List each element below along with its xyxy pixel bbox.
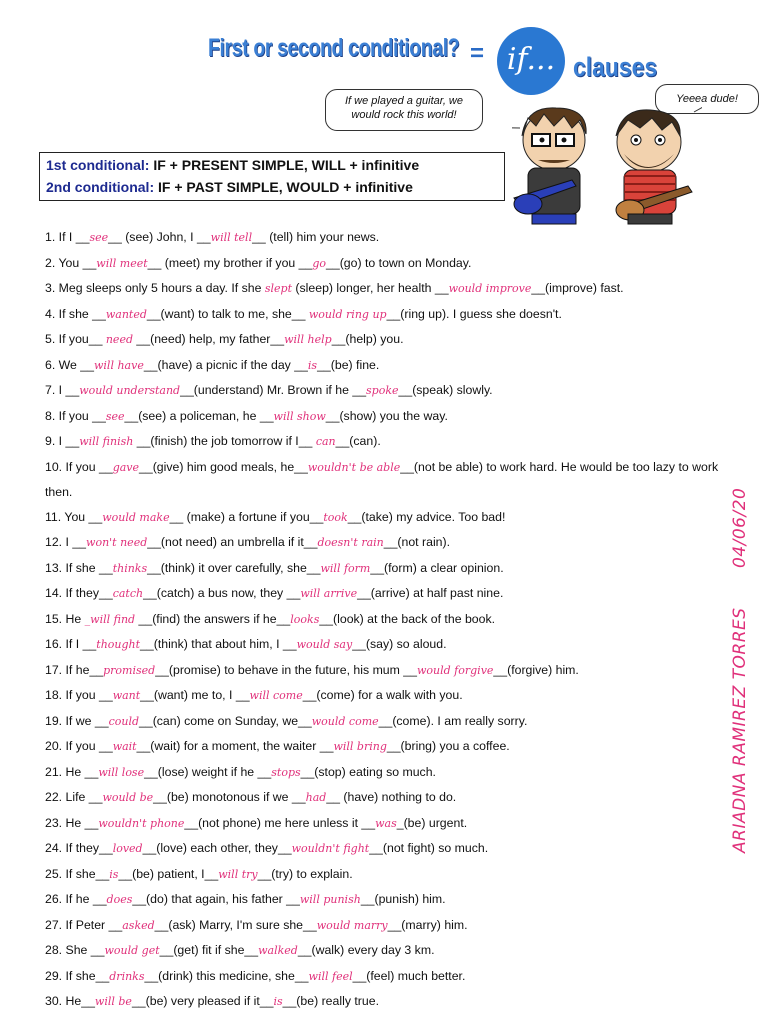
- handwritten-answer: thinks: [112, 561, 148, 575]
- exercise-text: __(love) each other, they__: [142, 841, 292, 855]
- exercise-text: __(arrive) at half past nine.: [357, 586, 504, 600]
- handwritten-answer: wouldn't fight: [291, 842, 370, 855]
- exercise-item: [45, 607, 735, 633]
- exercise-text: __(try) to explain.: [257, 866, 353, 881]
- handwritten-answer: would get: [104, 944, 160, 957]
- exercise-text: 8. If you __: [45, 408, 106, 423]
- exercise-item: [45, 378, 735, 404]
- exercise-text: __(walk) every day 3 km.: [297, 943, 435, 957]
- handwritten-date: 04/06/20: [730, 487, 750, 568]
- exercise-text: __(not fight) so much.: [369, 841, 489, 855]
- exercise-item: [45, 989, 735, 1015]
- exercise-text: __(improve) fast.: [531, 281, 624, 295]
- exercise-text: __(can).: [335, 434, 381, 448]
- handwritten-answer: will have: [94, 358, 144, 372]
- exercise-item: [45, 760, 735, 786]
- exercise-text: 4. If she __: [45, 306, 106, 321]
- exercise-text: 30. He__: [45, 994, 95, 1008]
- handwritten-answer: could: [108, 714, 140, 728]
- exercise-item: [45, 658, 735, 684]
- exercise-text: 2. You __: [45, 255, 97, 270]
- exercise-text: 28. She __: [45, 943, 105, 957]
- exercise-item: [45, 938, 735, 964]
- handwritten-answer: will feel: [308, 969, 353, 983]
- exercise-text: __(want) to talk to me, she__: [146, 306, 309, 321]
- exercise-text: __(speak) slowly.: [398, 383, 493, 397]
- handwritten-answer: drinks: [109, 969, 145, 983]
- handwritten-answer: promised: [103, 663, 156, 677]
- exercise-text: __(think) it over carefully, she__: [147, 560, 321, 575]
- handwritten-answer: would make: [102, 510, 170, 524]
- exercise-text: 14. If they__: [45, 586, 113, 600]
- exercise-text: __(give) him good meals, he__: [139, 459, 308, 474]
- exercise-text: 27. If Peter __: [45, 917, 123, 932]
- second-conditional-label: 2nd conditional:: [46, 179, 155, 195]
- exercise-text: 20. If you __: [45, 739, 113, 753]
- exercise-item: [45, 404, 735, 430]
- handwritten-answer: catch: [112, 587, 144, 600]
- handwritten-answer: looks: [290, 612, 320, 626]
- exercise-item: [45, 709, 735, 735]
- handwritten-answer: spoke: [366, 384, 399, 397]
- handwritten-answer: wouldn't phone: [98, 816, 185, 830]
- exercise-text: 26. If he __: [45, 892, 107, 906]
- exercise-text: __ (have) nothing to do.: [326, 790, 457, 804]
- exercise-text: __(not be able) to work hard. He would be too lazy to work then.: [45, 459, 719, 499]
- exercise-text: 15. He: [45, 611, 85, 626]
- handwritten-answer: see: [105, 409, 125, 423]
- speech-bubble-left: If we played a guitar, we would rock this world!: [325, 89, 483, 131]
- handwritten-answer: would understand: [79, 384, 181, 397]
- handwritten-answer: wouldn't be able: [307, 460, 401, 474]
- exercise-text: __(be) very pleased if it__: [131, 994, 274, 1008]
- exercise-item: [45, 556, 735, 582]
- exercise-item: [45, 964, 735, 990]
- exercise-text: __(forgive) him.: [493, 662, 579, 677]
- exercise-item: [45, 429, 735, 455]
- exercise-text: __(take) my advice. Too bad!: [347, 509, 506, 524]
- exercise-text: 11. You __: [45, 509, 103, 524]
- exercise-text: __(be) fine.: [317, 357, 380, 372]
- exercise-text: __(ring up). I guess she doesn't.: [386, 306, 562, 321]
- second-conditional-rule: [46, 176, 498, 198]
- exercise-text: 19. If we __: [45, 713, 109, 728]
- exercise-item: [45, 734, 735, 760]
- exercise-text: __(ask) Marry, I'm sure she__: [154, 917, 317, 932]
- exercise-item: [45, 276, 735, 302]
- exercise-text: 24. If they__: [45, 841, 113, 855]
- exercise-text: 23. He __: [45, 815, 99, 830]
- handwritten-answer: can: [315, 435, 336, 448]
- exercise-item: [45, 683, 735, 709]
- exercise-text: __(stop) eating so much.: [300, 764, 436, 779]
- handwritten-answer: will show: [273, 409, 326, 423]
- handwritten-answer: would ring up: [308, 307, 387, 321]
- handwritten-answer: will finish: [79, 435, 134, 448]
- exercise-item: [45, 887, 735, 913]
- exercise-item: [45, 862, 735, 888]
- handwritten-answer: loved: [112, 842, 143, 855]
- exercise-text: __(want) me to, I __: [140, 688, 250, 702]
- second-conditional-formula: IF + PAST SIMPLE, WOULD + infinitive: [158, 179, 413, 195]
- exercise-text: _(be) urgent.: [396, 815, 468, 830]
- exercise-text: __(help) you.: [331, 332, 404, 346]
- handwritten-answer: will meet: [96, 256, 148, 270]
- exercise-text: 6. We __: [45, 357, 94, 372]
- handwritten-answer: will punish: [299, 893, 361, 906]
- exercise-text: __(finish) the job tomorrow if I__: [133, 434, 316, 448]
- exercise-item: [45, 505, 735, 531]
- handwritten-answer: wait: [112, 740, 137, 753]
- handwritten-answer: would say: [296, 638, 353, 651]
- handwritten-answer: walked: [258, 944, 298, 957]
- first-conditional-rule: [46, 154, 498, 176]
- exercise-item: [45, 455, 735, 505]
- bubble-tail-right: [694, 106, 702, 112]
- exercise-text: __(can) come on Sunday, we__: [139, 713, 312, 728]
- handwritten-answer: is: [109, 867, 119, 881]
- handwritten-answer: does: [106, 893, 133, 906]
- exercise-text: __(go) to town on Monday.: [326, 255, 472, 270]
- exercise-text: 10. If you __: [45, 459, 113, 474]
- handwritten-answer: see: [89, 231, 109, 244]
- exercise-text: __(have) a picnic if the day __: [143, 357, 308, 372]
- handwritten-answer: go: [312, 256, 327, 270]
- two-cartoon-guitarists-icon: [512, 106, 702, 228]
- exercise-text: __(come) for a walk with you.: [302, 688, 463, 702]
- handwritten-answer: want: [112, 689, 141, 702]
- exercise-text: 9. I __: [45, 434, 80, 448]
- exercise-text: __(not rain).: [383, 535, 451, 549]
- handwritten-student-name: ARIADNA RAMIREZ TORRES: [730, 607, 750, 853]
- exercise-item: [45, 913, 735, 939]
- exercise-text: __(come). I am really sorry.: [378, 713, 528, 728]
- speech-bubble-right: Yeeea dude!: [655, 84, 759, 114]
- handwritten-answer: will form: [320, 561, 371, 575]
- handwritten-answer: doesn't rain: [317, 536, 384, 549]
- exercise-text: __(need) help, my father__: [133, 332, 285, 346]
- handwritten-answer: will try: [218, 867, 258, 881]
- handwritten-answer: had: [305, 791, 327, 804]
- handwritten-answer: will bring: [333, 740, 387, 753]
- exercise-item: [45, 785, 735, 811]
- bubble-tail-left: [512, 126, 520, 128]
- handwritten-answer: will be: [94, 995, 132, 1008]
- exercise-text: __(marry) him.: [387, 917, 468, 932]
- exercise-item: [45, 632, 735, 658]
- handwritten-answer: was: [375, 816, 397, 830]
- exercise-text: 3. Meg sleeps only 5 hours a day. If she: [45, 281, 265, 295]
- handwritten-answer: wanted: [105, 307, 147, 321]
- exercise-text: __(promise) to behave in the future, his mum __: [155, 662, 417, 677]
- if-logo: if...: [497, 27, 565, 95]
- handwritten-answer: will tell: [210, 231, 253, 244]
- exercise-text: 22. Life __: [45, 790, 103, 804]
- exercise-text: __(lose) weight if he __: [144, 764, 272, 779]
- exercise-text: __(look) at the back of the book.: [319, 611, 496, 626]
- exercise-text: 18. If you __: [45, 688, 113, 702]
- exercise-text: __(think) that about him, I __: [140, 637, 297, 651]
- exercise-item: [45, 581, 735, 607]
- exercise-text: 17. If he__: [45, 662, 104, 677]
- handwritten-answer: _will find: [84, 612, 136, 626]
- exercise-text: 25. If she__: [45, 866, 110, 881]
- exercise-item: [45, 327, 735, 353]
- exercise-text: __(not phone) me here unless it __: [184, 815, 376, 830]
- exercise-text: __(catch) a bus now, they __: [143, 586, 301, 600]
- exercise-text: __(understand) Mr. Brown if he __: [180, 383, 367, 397]
- handwritten-answer: is: [273, 995, 283, 1008]
- exercise-text: __ (make) a fortune if you__: [169, 509, 324, 524]
- exercise-text: __(do) that again, his father __: [132, 892, 300, 906]
- first-conditional-label: 1st conditional:: [46, 157, 150, 173]
- exercise-item: [45, 530, 735, 556]
- handwritten-answer: took: [323, 510, 348, 524]
- exercise-item: [45, 225, 735, 251]
- handwritten-answer: would come: [311, 714, 379, 728]
- first-conditional-formula: IF + PRESENT SIMPLE, WILL + infinitive: [153, 157, 420, 173]
- exercise-text: 29. If she__: [45, 968, 110, 983]
- exercise-text: (sleep) longer, her health __: [292, 281, 449, 295]
- handwritten-answer: would be: [102, 791, 154, 804]
- exercise-text: __(feel) much better.: [352, 968, 466, 983]
- handwritten-answer: would marry: [316, 918, 388, 932]
- exercise-text: __(bring) you a coffee.: [386, 739, 510, 753]
- exercise-text: __(show) you the way.: [325, 408, 448, 423]
- exercise-text: __(be) monotonous if we __: [153, 790, 306, 804]
- exercise-text: 13. If she __: [45, 560, 113, 575]
- handwritten-answer: will help: [284, 333, 332, 346]
- handwritten-answer: won't need: [86, 536, 148, 549]
- exercise-text: 21. He __: [45, 764, 99, 779]
- exercise-text: __(not need) an umbrella if it__: [147, 535, 318, 549]
- exercise-text: 7. I __: [45, 383, 80, 397]
- exercise-text: 12. I __: [45, 535, 87, 549]
- exercise-text: __(form) a clear opinion.: [370, 560, 504, 575]
- rules-box: [39, 152, 505, 201]
- exercise-item: [45, 302, 735, 328]
- clauses-heading: clauses: [573, 52, 658, 82]
- exercise-text: __(get) fit if she__: [159, 943, 259, 957]
- handwritten-answer: would improve: [448, 282, 532, 295]
- handwritten-answer: will lose: [98, 765, 145, 779]
- exercise-text: __(say) so aloud.: [352, 637, 447, 651]
- handwritten-answer: slept: [264, 282, 293, 295]
- exercise-text: __ (meet) my brother if you __: [147, 255, 313, 270]
- handwritten-answer: stops: [271, 765, 301, 779]
- exercise-text: __(punish) him.: [360, 892, 446, 906]
- exercise-text: __(see) a policeman, he __: [124, 408, 274, 423]
- exercise-text: __(be) really true.: [282, 994, 379, 1008]
- worksheet-title: First or second conditional?: [208, 34, 460, 62]
- exercise-item: [45, 836, 735, 862]
- exercise-item: [45, 251, 735, 277]
- exercise-text: 5. If you__: [45, 332, 106, 346]
- handwritten-answer: is: [307, 358, 318, 372]
- handwritten-answer: would forgive: [417, 663, 494, 677]
- equals-sign: =: [470, 40, 485, 67]
- handwritten-answer: will come: [249, 689, 303, 702]
- handwritten-answer: asked: [122, 918, 155, 932]
- exercise-text: __(drink) this medicine, she__: [144, 968, 309, 983]
- exercise-list: [45, 225, 735, 1015]
- exercise-text: __(wait) for a moment, the waiter __: [136, 739, 334, 753]
- handwritten-answer: thought: [96, 638, 141, 651]
- exercise-text: 1. If I __: [45, 230, 90, 244]
- handwritten-answer: gave: [112, 460, 140, 474]
- handwritten-answer: need: [105, 333, 133, 346]
- exercise-item: [45, 811, 735, 837]
- exercise-text: __(find) the answers if he__: [135, 611, 291, 626]
- exercise-text: __(be) patient, I__: [118, 866, 219, 881]
- exercise-text: __ (see) John, I __: [108, 230, 211, 244]
- exercise-text: __ (tell) him your news.: [252, 230, 380, 244]
- exercise-text: 16. If I __: [45, 637, 97, 651]
- exercise-item: [45, 353, 735, 379]
- handwritten-answer: will arrive: [300, 587, 358, 600]
